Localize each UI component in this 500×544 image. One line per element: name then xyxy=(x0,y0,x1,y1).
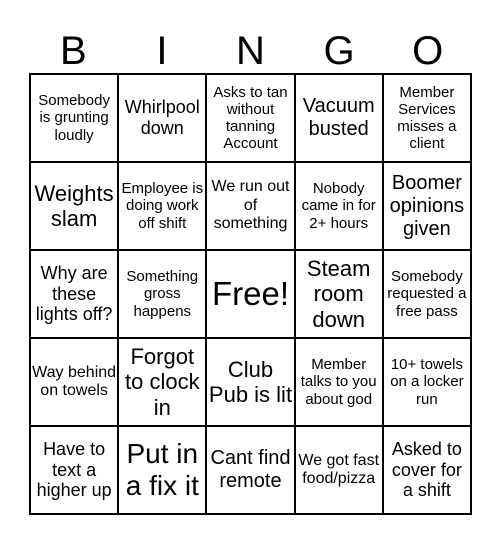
bingo-cell-r5-c1[interactable] xyxy=(30,426,118,514)
header-letter-o: O xyxy=(412,28,444,73)
cell-text: Something gross happens xyxy=(126,268,199,320)
cell-text: Somebody requested a free pass xyxy=(387,268,467,320)
bingo-cell-r1-c1[interactable] xyxy=(30,74,118,162)
cell-text: Member Services misses a client xyxy=(397,83,457,153)
bingo-cell-r2-c2[interactable] xyxy=(118,162,206,250)
cell-text: Somebody is grunting loudly xyxy=(38,92,110,144)
bingo-cell-r3-c2[interactable] xyxy=(118,250,206,338)
cell-text: Asks to tan without tanning Account xyxy=(213,83,288,153)
bingo-cell-free[interactable] xyxy=(206,250,294,338)
bingo-cell-r2-c3[interactable] xyxy=(206,162,294,250)
cell-text: We got fast food/pizza xyxy=(298,451,380,487)
header-letter-g: G xyxy=(323,28,355,73)
bingo-cell-r4-c3[interactable] xyxy=(206,338,294,426)
bingo-cell-r5-c4[interactable] xyxy=(295,426,383,514)
bingo-cell-r4-c4[interactable] xyxy=(295,338,383,426)
bingo-cell-r4-c1[interactable] xyxy=(30,338,118,426)
bingo-cell-r2-c4[interactable] xyxy=(295,162,383,250)
bingo-cell-r1-c3[interactable] xyxy=(206,74,294,162)
cell-text: We run out of something xyxy=(211,178,290,233)
header-letter-b: B xyxy=(59,28,87,73)
bingo-cell-r3-c1[interactable] xyxy=(30,250,118,338)
cell-text: Put in a fix it xyxy=(125,437,199,501)
cell-text: Steam room down xyxy=(306,256,371,332)
cell-text: Club Pub is lit xyxy=(208,356,293,407)
cell-text: Why are these lights off? xyxy=(35,262,113,325)
bingo-cell-r2-c1[interactable] xyxy=(30,162,118,250)
bingo-cell-r3-c4[interactable] xyxy=(295,250,383,338)
cell-text: Have to text a higher up xyxy=(36,438,112,501)
cell-text: Weights slam xyxy=(34,180,114,231)
bingo-header xyxy=(29,28,472,73)
header-letter-i: I xyxy=(156,28,168,73)
cell-text: Way behind on towels xyxy=(32,363,117,399)
bingo-cell-r1-c4[interactable] xyxy=(295,74,383,162)
free-space-text: Free! xyxy=(211,275,289,313)
cell-text: Whirlpool down xyxy=(124,97,200,138)
bingo-cell-r5-c5[interactable] xyxy=(383,426,471,514)
cell-text: Forgot to clock in xyxy=(124,344,200,420)
cell-text: Nobody came in for 2+ hours xyxy=(301,180,376,232)
cell-text: Asked to cover for a shift xyxy=(391,438,462,501)
cell-text: Member talks to you about god xyxy=(300,356,377,408)
bingo-cell-r4-c5[interactable] xyxy=(383,338,471,426)
cell-text: 10+ towels on a locker run xyxy=(390,356,464,408)
bingo-cell-r1-c2[interactable] xyxy=(118,74,206,162)
bingo-cell-r5-c3[interactable] xyxy=(206,426,294,514)
bingo-cell-r2-c5[interactable] xyxy=(383,162,471,250)
bingo-cell-r5-c2[interactable] xyxy=(118,426,206,514)
bingo-grid xyxy=(29,73,472,515)
cell-text: Employee is doing work off shift xyxy=(121,180,204,232)
header-letter-n: N xyxy=(236,28,265,73)
cell-text: Cant find remote xyxy=(210,447,291,492)
bingo-cell-r4-c2[interactable] xyxy=(118,338,206,426)
bingo-cell-r3-c5[interactable] xyxy=(383,250,471,338)
bingo-cell-r1-c5[interactable] xyxy=(383,74,471,162)
cell-text: Vacuum busted xyxy=(302,95,375,140)
cell-text: Boomer opinions given xyxy=(389,171,465,240)
